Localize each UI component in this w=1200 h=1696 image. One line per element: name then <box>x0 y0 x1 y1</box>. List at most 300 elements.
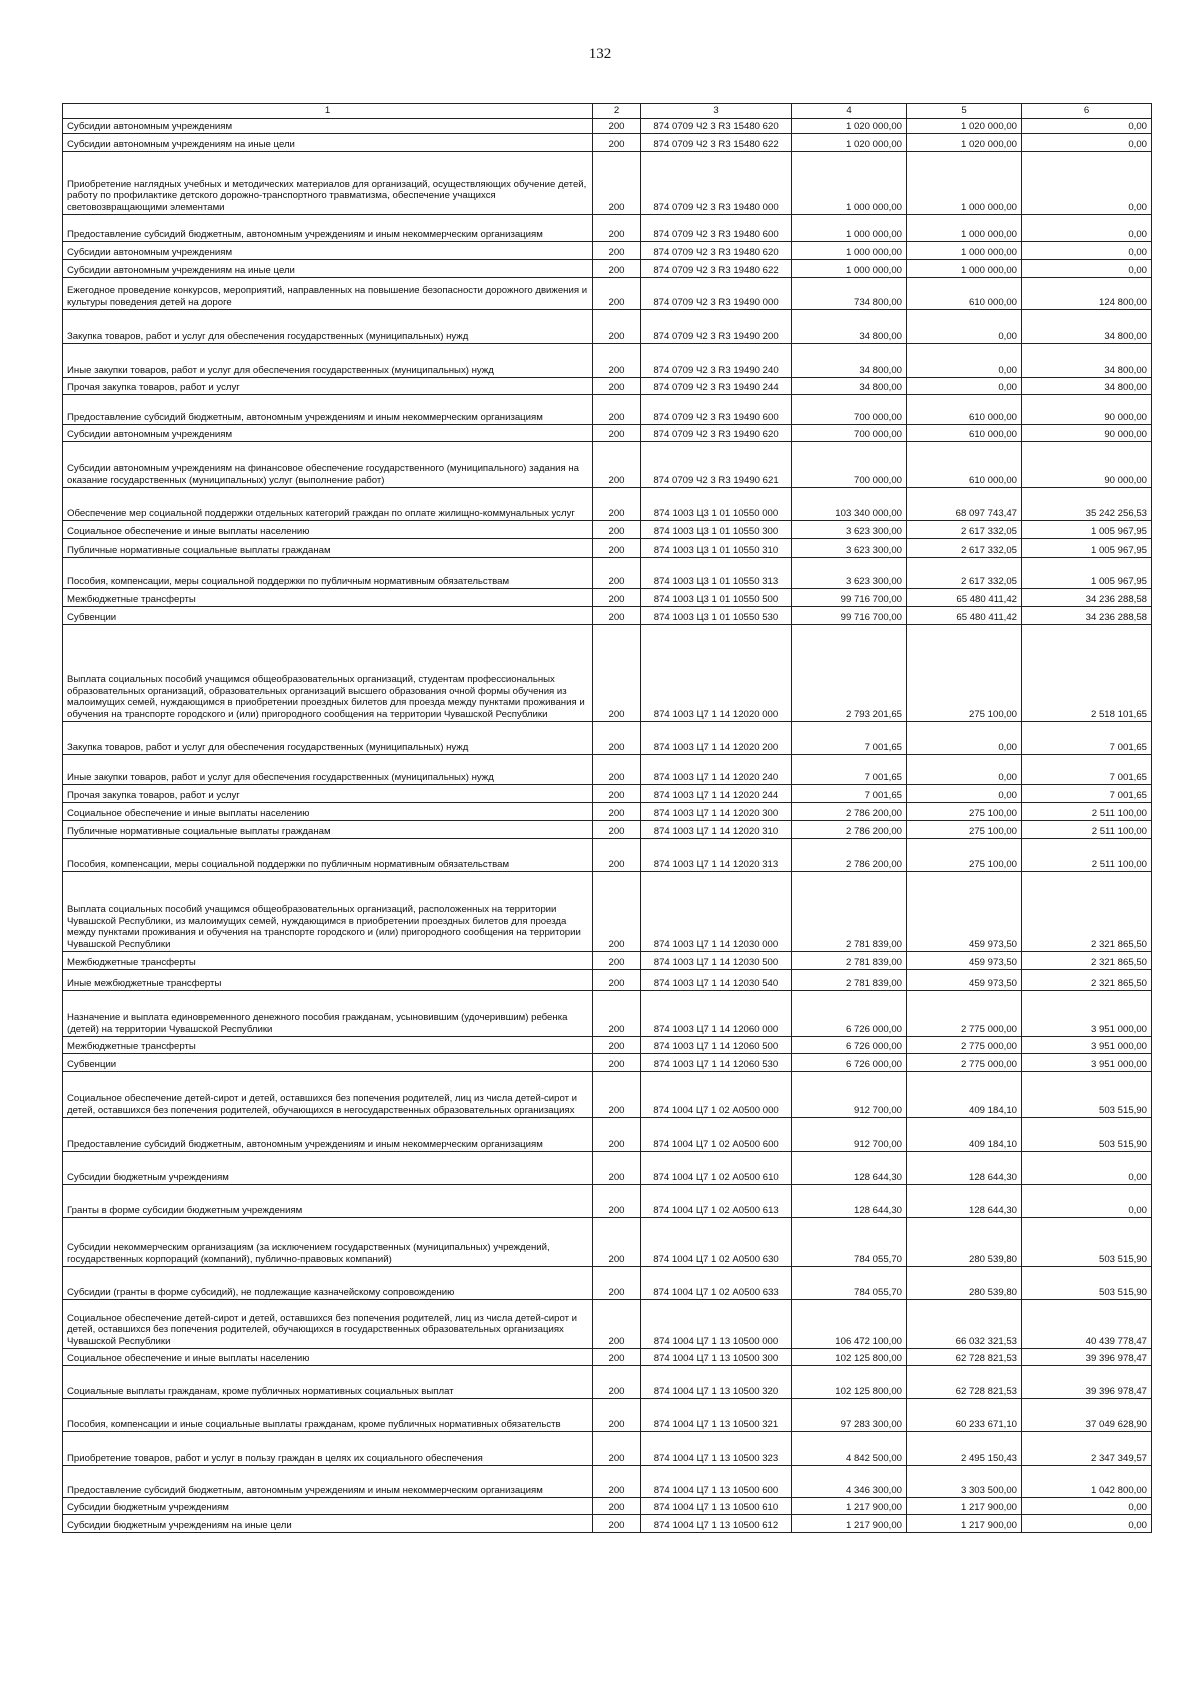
table-row <box>63 558 1152 589</box>
row-value-col5: 0,00 <box>907 378 1022 395</box>
table-row <box>63 539 1152 558</box>
row-code: 874 1003 Ц7 1 14 12030 500 <box>641 952 792 970</box>
row-code: 874 1003 Ц7 1 14 12060 500 <box>641 1037 792 1054</box>
table-row <box>63 1300 1152 1349</box>
row-code: 874 0709 Ч2 3 R3 19490 200 <box>641 310 792 344</box>
row-name: Выплата социальных пособий учащимся общеобразовательных организаций, студентам профессиональных образовательных организаций, образовательных организаций высшего образования очной формы обучения из малоимущих семей, нуждающимся в приобретении проездных билетов для проезда между пунктами проживания и обучения на транспорте городского и (или) пригородного сообщения на территории Чувашской Республики <box>63 625 593 722</box>
row-grbs: 200 <box>593 872 641 952</box>
row-value-col4: 3 623 300,00 <box>792 521 907 539</box>
row-name: Межбюджетные трансферты <box>63 952 593 970</box>
table-row <box>63 1498 1152 1515</box>
row-value-col5: 1 000 000,00 <box>907 215 1022 242</box>
row-value-col6: 0,00 <box>1022 1185 1152 1218</box>
row-name: Публичные нормативные социальные выплаты гражданам <box>63 821 593 839</box>
row-value-col5: 3 303 500,00 <box>907 1466 1022 1498</box>
header-col-4: 4 <box>792 104 907 119</box>
row-code: 874 0709 Ч2 3 R3 19490 000 <box>641 278 792 310</box>
table-row <box>63 242 1152 260</box>
row-value-col6: 124 800,00 <box>1022 278 1152 310</box>
row-value-col4: 2 781 839,00 <box>792 872 907 952</box>
row-code: 874 1003 Ц7 1 14 12020 313 <box>641 839 792 872</box>
table-row <box>63 952 1152 970</box>
row-value-col5: 0,00 <box>907 310 1022 344</box>
row-value-col4: 700 000,00 <box>792 442 907 488</box>
row-name: Приобретение наглядных учебных и методических материалов для организаций, осуществляющих обучение детей, работу по профилактике детского дорожно-транспортного травматизма, обеспечение учащихся световозвращающими элементами <box>63 152 593 215</box>
row-code: 874 1003 Ц3 1 01 10550 530 <box>641 607 792 625</box>
row-value-col5: 459 973,50 <box>907 872 1022 952</box>
row-value-col6: 1 005 967,95 <box>1022 521 1152 539</box>
row-value-col4: 2 781 839,00 <box>792 970 907 991</box>
row-code: 874 0709 Ч2 3 R3 19490 621 <box>641 442 792 488</box>
row-grbs: 200 <box>593 1432 641 1466</box>
row-code: 874 0709 Ч2 3 R3 15480 622 <box>641 134 792 152</box>
row-grbs: 200 <box>593 722 641 755</box>
row-grbs: 200 <box>593 991 641 1037</box>
row-name: Субсидии автономным учреждениям <box>63 425 593 442</box>
row-value-col6: 1 005 967,95 <box>1022 539 1152 558</box>
row-value-col4: 34 800,00 <box>792 344 907 378</box>
row-value-col4: 3 623 300,00 <box>792 558 907 589</box>
row-name: Обеспечение мер социальной поддержки отдельных категорий граждан по оплате жилищно-коммунальных услуг <box>63 488 593 521</box>
row-value-col5: 1 000 000,00 <box>907 260 1022 278</box>
row-grbs: 200 <box>593 425 641 442</box>
table-row <box>63 344 1152 378</box>
row-code: 874 1004 Ц7 1 13 10500 612 <box>641 1515 792 1533</box>
row-value-col6: 90 000,00 <box>1022 395 1152 425</box>
row-code: 874 1004 Ц7 1 13 10500 610 <box>641 1498 792 1515</box>
row-code: 874 1004 Ц7 1 02 А0500 000 <box>641 1072 792 1118</box>
row-value-col4: 4 346 300,00 <box>792 1466 907 1498</box>
row-code: 874 1004 Ц7 1 13 10500 000 <box>641 1300 792 1349</box>
row-value-col6: 1 005 967,95 <box>1022 558 1152 589</box>
row-value-col5: 1 020 000,00 <box>907 134 1022 152</box>
row-grbs: 200 <box>593 1118 641 1152</box>
row-value-col5: 610 000,00 <box>907 425 1022 442</box>
row-name: Субсидии автономным учреждениям на финансовое обеспечение государственного (муниципального) задания на оказание государственных (муниципальных) услуг (выполнение работ) <box>63 442 593 488</box>
row-name: Иные закупки товаров, работ и услуг для обеспечения государственных (муниципальных) нужд <box>63 344 593 378</box>
row-value-col5: 610 000,00 <box>907 442 1022 488</box>
table-row <box>63 589 1152 607</box>
row-value-col6: 34 236 288,58 <box>1022 589 1152 607</box>
row-grbs: 200 <box>593 278 641 310</box>
row-value-col4: 97 283 300,00 <box>792 1399 907 1432</box>
row-value-col4: 1 217 900,00 <box>792 1515 907 1533</box>
row-value-col4: 2 786 200,00 <box>792 803 907 821</box>
row-name: Межбюджетные трансферты <box>63 1037 593 1054</box>
table-row <box>63 991 1152 1037</box>
row-grbs: 200 <box>593 539 641 558</box>
row-value-col6: 7 001,65 <box>1022 785 1152 803</box>
table-row <box>63 521 1152 539</box>
row-code: 874 1004 Ц7 1 02 А0500 630 <box>641 1218 792 1267</box>
row-grbs: 200 <box>593 839 641 872</box>
row-name: Социальное обеспечение детей-сирот и детей, оставшихся без попечения родителей, лиц из числа детей-сирот и детей, оставшихся без попечения родителей, обучающихся в государственных образовательных организациях Чувашской Республики <box>63 1300 593 1349</box>
row-grbs: 200 <box>593 1300 641 1349</box>
row-value-col5: 275 100,00 <box>907 803 1022 821</box>
row-value-col5: 275 100,00 <box>907 839 1022 872</box>
row-name: Социальное обеспечение детей-сирот и детей, оставшихся без попечения родителей, лиц из числа детей-сирот и детей, оставшихся без попечения родителей, обучающихся в негосударственных образовательных организациях <box>63 1072 593 1118</box>
row-code: 874 1003 Ц7 1 14 12020 200 <box>641 722 792 755</box>
row-value-col5: 409 184,10 <box>907 1072 1022 1118</box>
row-code: 874 0709 Ч2 3 R3 19480 000 <box>641 152 792 215</box>
budget-table <box>62 103 1152 1533</box>
table-row <box>63 152 1152 215</box>
row-grbs: 200 <box>593 395 641 425</box>
row-value-col5: 1 217 900,00 <box>907 1515 1022 1533</box>
row-value-col6: 503 515,90 <box>1022 1072 1152 1118</box>
table-row <box>63 755 1152 785</box>
table-row <box>63 395 1152 425</box>
row-name: Социальные выплаты гражданам, кроме публичных нормативных социальных выплат <box>63 1366 593 1399</box>
row-value-col4: 102 125 800,00 <box>792 1349 907 1366</box>
row-grbs: 200 <box>593 119 641 134</box>
row-value-col6: 503 515,90 <box>1022 1118 1152 1152</box>
row-value-col4: 34 800,00 <box>792 378 907 395</box>
row-value-col5: 409 184,10 <box>907 1118 1022 1152</box>
table-row <box>63 425 1152 442</box>
row-value-col4: 2 793 201,65 <box>792 625 907 722</box>
row-value-col6: 34 800,00 <box>1022 310 1152 344</box>
row-code: 874 0709 Ч2 3 R3 19490 244 <box>641 378 792 395</box>
row-name: Субсидии (гранты в форме субсидий), не подлежащие казначейскому сопровождению <box>63 1267 593 1300</box>
row-name: Пособия, компенсации и иные социальные выплаты гражданам, кроме публичных нормативных обязательств <box>63 1399 593 1432</box>
header-col-6: 6 <box>1022 104 1152 119</box>
row-value-col4: 99 716 700,00 <box>792 607 907 625</box>
row-value-col6: 503 515,90 <box>1022 1267 1152 1300</box>
row-code: 874 0709 Ч2 3 R3 19480 622 <box>641 260 792 278</box>
table-row <box>63 1515 1152 1533</box>
row-code: 874 1003 Ц7 1 14 12060 530 <box>641 1054 792 1072</box>
row-value-col5: 65 480 411,42 <box>907 607 1022 625</box>
row-code: 874 1004 Ц7 1 13 10500 320 <box>641 1366 792 1399</box>
row-value-col4: 7 001,65 <box>792 755 907 785</box>
row-value-col5: 128 644,30 <box>907 1185 1022 1218</box>
table-row <box>63 785 1152 803</box>
table-row <box>63 1072 1152 1118</box>
table-row <box>63 803 1152 821</box>
row-value-col4: 6 726 000,00 <box>792 1054 907 1072</box>
row-value-col6: 0,00 <box>1022 1152 1152 1185</box>
row-value-col4: 784 055,70 <box>792 1218 907 1267</box>
row-code: 874 1003 Ц7 1 14 12020 244 <box>641 785 792 803</box>
row-grbs: 200 <box>593 242 641 260</box>
row-name: Прочая закупка товаров, работ и услуг <box>63 785 593 803</box>
row-name: Предоставление субсидий бюджетным, автономным учреждениям и иным некоммерческим организациям <box>63 1466 593 1498</box>
row-code: 874 1004 Ц7 1 13 10500 323 <box>641 1432 792 1466</box>
row-value-col4: 4 842 500,00 <box>792 1432 907 1466</box>
row-name: Закупка товаров, работ и услуг для обеспечения государственных (муниципальных) нужд <box>63 310 593 344</box>
row-grbs: 200 <box>593 785 641 803</box>
row-name: Публичные нормативные социальные выплаты гражданам <box>63 539 593 558</box>
row-code: 874 1003 Ц7 1 14 12020 000 <box>641 625 792 722</box>
row-value-col4: 2 786 200,00 <box>792 821 907 839</box>
table-row <box>63 1152 1152 1185</box>
row-name: Ежегодное проведение конкурсов, мероприятий, направленных на повышение безопасности дорожного движения и культуры поведения детей на дороге <box>63 278 593 310</box>
row-code: 874 1004 Ц7 1 02 А0500 610 <box>641 1152 792 1185</box>
table-row <box>63 722 1152 755</box>
row-name: Закупка товаров, работ и услуг для обеспечения государственных (муниципальных) нужд <box>63 722 593 755</box>
row-grbs: 200 <box>593 134 641 152</box>
table-row <box>63 1432 1152 1466</box>
row-value-col4: 2 781 839,00 <box>792 952 907 970</box>
row-value-col5: 62 728 821,53 <box>907 1366 1022 1399</box>
row-value-col5: 1 000 000,00 <box>907 152 1022 215</box>
row-value-col4: 6 726 000,00 <box>792 991 907 1037</box>
row-value-col6: 2 511 100,00 <box>1022 839 1152 872</box>
table-body <box>63 119 1152 1533</box>
table-row <box>63 442 1152 488</box>
row-name: Субсидии бюджетным учреждениям <box>63 1498 593 1515</box>
table-row <box>63 1349 1152 1366</box>
row-code: 874 0709 Ч2 3 R3 19490 600 <box>641 395 792 425</box>
row-code: 874 1003 Ц3 1 01 10550 313 <box>641 558 792 589</box>
row-value-col5: 280 539,80 <box>907 1218 1022 1267</box>
table-row <box>63 1118 1152 1152</box>
row-value-col5: 2 495 150,43 <box>907 1432 1022 1466</box>
table-row <box>63 1218 1152 1267</box>
row-name: Выплата социальных пособий учащимся общеобразовательных организаций, расположенных на территории Чувашской Республики, из малоимущих семей, нуждающимся в приобретении проездных билетов для проезда между пунктами проживания и обучения на транспорте городского и (или) пригородного сообщения на территории Чувашской Республики <box>63 872 593 952</box>
table-row <box>63 134 1152 152</box>
row-value-col6: 90 000,00 <box>1022 442 1152 488</box>
header-col-2: 2 <box>593 104 641 119</box>
header-col-3: 3 <box>641 104 792 119</box>
row-value-col4: 734 800,00 <box>792 278 907 310</box>
row-grbs: 200 <box>593 521 641 539</box>
row-value-col6: 503 515,90 <box>1022 1218 1152 1267</box>
row-value-col4: 1 000 000,00 <box>792 242 907 260</box>
row-value-col6: 2 321 865,50 <box>1022 872 1152 952</box>
row-value-col6: 0,00 <box>1022 215 1152 242</box>
row-value-col6: 1 042 800,00 <box>1022 1466 1152 1498</box>
row-grbs: 200 <box>593 310 641 344</box>
row-value-col6: 40 439 778,47 <box>1022 1300 1152 1349</box>
row-value-col6: 3 951 000,00 <box>1022 1037 1152 1054</box>
row-grbs: 200 <box>593 625 641 722</box>
row-value-col4: 1 020 000,00 <box>792 134 907 152</box>
row-name: Предоставление субсидий бюджетным, автономным учреждениям и иным некоммерческим организациям <box>63 215 593 242</box>
row-value-col5: 62 728 821,53 <box>907 1349 1022 1366</box>
row-value-col5: 2 617 332,05 <box>907 558 1022 589</box>
row-value-col4: 6 726 000,00 <box>792 1037 907 1054</box>
table-row <box>63 1185 1152 1218</box>
row-value-col6: 0,00 <box>1022 152 1152 215</box>
row-grbs: 200 <box>593 755 641 785</box>
row-code: 874 0709 Ч2 3 R3 19490 620 <box>641 425 792 442</box>
table-row <box>63 607 1152 625</box>
row-grbs: 200 <box>593 589 641 607</box>
row-value-col4: 784 055,70 <box>792 1267 907 1300</box>
row-value-col6: 39 396 978,47 <box>1022 1349 1152 1366</box>
row-value-col6: 0,00 <box>1022 242 1152 260</box>
row-value-col6: 34 800,00 <box>1022 378 1152 395</box>
row-grbs: 200 <box>593 803 641 821</box>
row-value-col6: 34 236 288,58 <box>1022 607 1152 625</box>
row-grbs: 200 <box>593 1366 641 1399</box>
row-code: 874 1004 Ц7 1 02 А0500 600 <box>641 1118 792 1152</box>
row-value-col5: 459 973,50 <box>907 952 1022 970</box>
row-value-col4: 1 000 000,00 <box>792 215 907 242</box>
row-value-col6: 34 800,00 <box>1022 344 1152 378</box>
row-grbs: 200 <box>593 1152 641 1185</box>
row-name: Субсидии некоммерческим организациям (за исключением государственных (муниципальных) учреждений, государственных корпораций (компаний), публично-правовых компаний) <box>63 1218 593 1267</box>
row-value-col6: 0,00 <box>1022 1515 1152 1533</box>
row-code: 874 1003 Ц7 1 14 12020 310 <box>641 821 792 839</box>
table-row <box>63 378 1152 395</box>
row-grbs: 200 <box>593 442 641 488</box>
row-value-col6: 2 347 349,57 <box>1022 1432 1152 1466</box>
row-name: Субсидии автономным учреждениям <box>63 119 593 134</box>
table-row <box>63 215 1152 242</box>
table-row <box>63 1366 1152 1399</box>
row-value-col5: 128 644,30 <box>907 1152 1022 1185</box>
header-col-5: 5 <box>907 104 1022 119</box>
row-name: Субсидии автономным учреждениям на иные цели <box>63 260 593 278</box>
row-grbs: 200 <box>593 215 641 242</box>
row-value-col4: 1 217 900,00 <box>792 1498 907 1515</box>
row-code: 874 1003 Ц3 1 01 10550 000 <box>641 488 792 521</box>
row-value-col6: 2 511 100,00 <box>1022 821 1152 839</box>
table-row <box>63 260 1152 278</box>
row-value-col6: 90 000,00 <box>1022 425 1152 442</box>
row-value-col5: 0,00 <box>907 785 1022 803</box>
table-row <box>63 278 1152 310</box>
row-grbs: 200 <box>593 344 641 378</box>
row-grbs: 200 <box>593 970 641 991</box>
row-name: Социальное обеспечение и иные выплаты населению <box>63 1349 593 1366</box>
row-value-col5: 65 480 411,42 <box>907 589 1022 607</box>
row-value-col5: 1 020 000,00 <box>907 119 1022 134</box>
row-value-col5: 610 000,00 <box>907 395 1022 425</box>
row-code: 874 1003 Ц7 1 14 12030 540 <box>641 970 792 991</box>
row-grbs: 200 <box>593 378 641 395</box>
row-value-col4: 103 340 000,00 <box>792 488 907 521</box>
row-grbs: 200 <box>593 1185 641 1218</box>
row-name: Иные межбюджетные трансферты <box>63 970 593 991</box>
row-value-col4: 2 786 200,00 <box>792 839 907 872</box>
header-row <box>63 104 1152 119</box>
row-value-col4: 1 000 000,00 <box>792 152 907 215</box>
row-value-col6: 39 396 978,47 <box>1022 1366 1152 1399</box>
row-code: 874 0709 Ч2 3 R3 19490 240 <box>641 344 792 378</box>
row-code: 874 1004 Ц7 1 02 А0500 633 <box>641 1267 792 1300</box>
row-name: Предоставление субсидий бюджетным, автономным учреждениям и иным некоммерческим организациям <box>63 1118 593 1152</box>
row-grbs: 200 <box>593 1515 641 1533</box>
row-code: 874 0709 Ч2 3 R3 19480 600 <box>641 215 792 242</box>
row-name: Предоставление субсидий бюджетным, автономным учреждениям и иным некоммерческим организациям <box>63 395 593 425</box>
table-row <box>63 625 1152 722</box>
row-value-col4: 106 472 100,00 <box>792 1300 907 1349</box>
row-value-col4: 102 125 800,00 <box>792 1366 907 1399</box>
row-value-col4: 912 700,00 <box>792 1118 907 1152</box>
row-name: Субсидии автономным учреждениям на иные цели <box>63 134 593 152</box>
table-row <box>63 872 1152 952</box>
row-value-col5: 0,00 <box>907 755 1022 785</box>
row-value-col5: 2 617 332,05 <box>907 539 1022 558</box>
row-name: Субвенции <box>63 607 593 625</box>
page-number: 132 <box>588 46 612 62</box>
row-value-col5: 275 100,00 <box>907 821 1022 839</box>
table-row <box>63 310 1152 344</box>
row-value-col5: 0,00 <box>907 344 1022 378</box>
row-grbs: 200 <box>593 1349 641 1366</box>
row-value-col5: 459 973,50 <box>907 970 1022 991</box>
row-grbs: 200 <box>593 1498 641 1515</box>
row-name: Пособия, компенсации, меры социальной поддержки по публичным нормативным обязательствам <box>63 558 593 589</box>
row-code: 874 0709 Ч2 3 R3 15480 620 <box>641 119 792 134</box>
row-value-col4: 34 800,00 <box>792 310 907 344</box>
row-value-col5: 610 000,00 <box>907 278 1022 310</box>
row-name: Социальное обеспечение и иные выплаты населению <box>63 521 593 539</box>
row-code: 874 1003 Ц7 1 14 12060 000 <box>641 991 792 1037</box>
row-grbs: 200 <box>593 952 641 970</box>
row-grbs: 200 <box>593 1466 641 1498</box>
row-grbs: 200 <box>593 558 641 589</box>
row-value-col6: 37 049 628,90 <box>1022 1399 1152 1432</box>
row-value-col6: 2 511 100,00 <box>1022 803 1152 821</box>
table-row <box>63 839 1152 872</box>
row-value-col4: 700 000,00 <box>792 425 907 442</box>
table-row <box>63 1037 1152 1054</box>
row-value-col6: 0,00 <box>1022 134 1152 152</box>
row-value-col5: 2 775 000,00 <box>907 1037 1022 1054</box>
row-value-col6: 2 518 101,65 <box>1022 625 1152 722</box>
row-name: Субвенции <box>63 1054 593 1072</box>
row-code: 874 1003 Ц7 1 14 12020 300 <box>641 803 792 821</box>
row-value-col6: 0,00 <box>1022 1498 1152 1515</box>
row-value-col5: 280 539,80 <box>907 1267 1022 1300</box>
row-value-col5: 2 617 332,05 <box>907 521 1022 539</box>
row-value-col4: 7 001,65 <box>792 785 907 803</box>
row-grbs: 200 <box>593 1399 641 1432</box>
row-value-col4: 912 700,00 <box>792 1072 907 1118</box>
row-name: Субсидии автономным учреждениям <box>63 242 593 260</box>
row-code: 874 0709 Ч2 3 R3 19480 620 <box>641 242 792 260</box>
row-value-col5: 66 032 321,53 <box>907 1300 1022 1349</box>
row-value-col4: 700 000,00 <box>792 395 907 425</box>
row-value-col4: 3 623 300,00 <box>792 539 907 558</box>
row-value-col5: 0,00 <box>907 722 1022 755</box>
row-value-col4: 128 644,30 <box>792 1152 907 1185</box>
row-grbs: 200 <box>593 607 641 625</box>
row-value-col4: 128 644,30 <box>792 1185 907 1218</box>
row-name: Прочая закупка товаров, работ и услуг <box>63 378 593 395</box>
row-grbs: 200 <box>593 260 641 278</box>
row-value-col6: 7 001,65 <box>1022 755 1152 785</box>
row-value-col5: 1 000 000,00 <box>907 242 1022 260</box>
row-name: Социальное обеспечение и иные выплаты населению <box>63 803 593 821</box>
row-grbs: 200 <box>593 821 641 839</box>
row-grbs: 200 <box>593 1037 641 1054</box>
row-code: 874 1004 Ц7 1 02 А0500 613 <box>641 1185 792 1218</box>
row-name: Межбюджетные трансферты <box>63 589 593 607</box>
row-code: 874 1003 Ц3 1 01 10550 500 <box>641 589 792 607</box>
row-value-col5: 1 217 900,00 <box>907 1498 1022 1515</box>
table-row <box>63 488 1152 521</box>
row-name: Пособия, компенсации, меры социальной поддержки по публичным нормативным обязательствам <box>63 839 593 872</box>
table-row <box>63 970 1152 991</box>
table-row <box>63 119 1152 134</box>
row-name: Субсидии бюджетным учреждениям <box>63 1152 593 1185</box>
row-name: Назначение и выплата единовременного денежного пособия гражданам, усыновившим (удочерившим) ребенка (детей) на территории Чувашской Республики <box>63 991 593 1037</box>
row-value-col4: 99 716 700,00 <box>792 589 907 607</box>
row-value-col6: 2 321 865,50 <box>1022 970 1152 991</box>
row-grbs: 200 <box>593 1218 641 1267</box>
row-code: 874 1003 Ц7 1 14 12030 000 <box>641 872 792 952</box>
table-row <box>63 1399 1152 1432</box>
row-value-col6: 0,00 <box>1022 260 1152 278</box>
header-col-1: 1 <box>63 104 593 119</box>
row-value-col4: 1 000 000,00 <box>792 260 907 278</box>
